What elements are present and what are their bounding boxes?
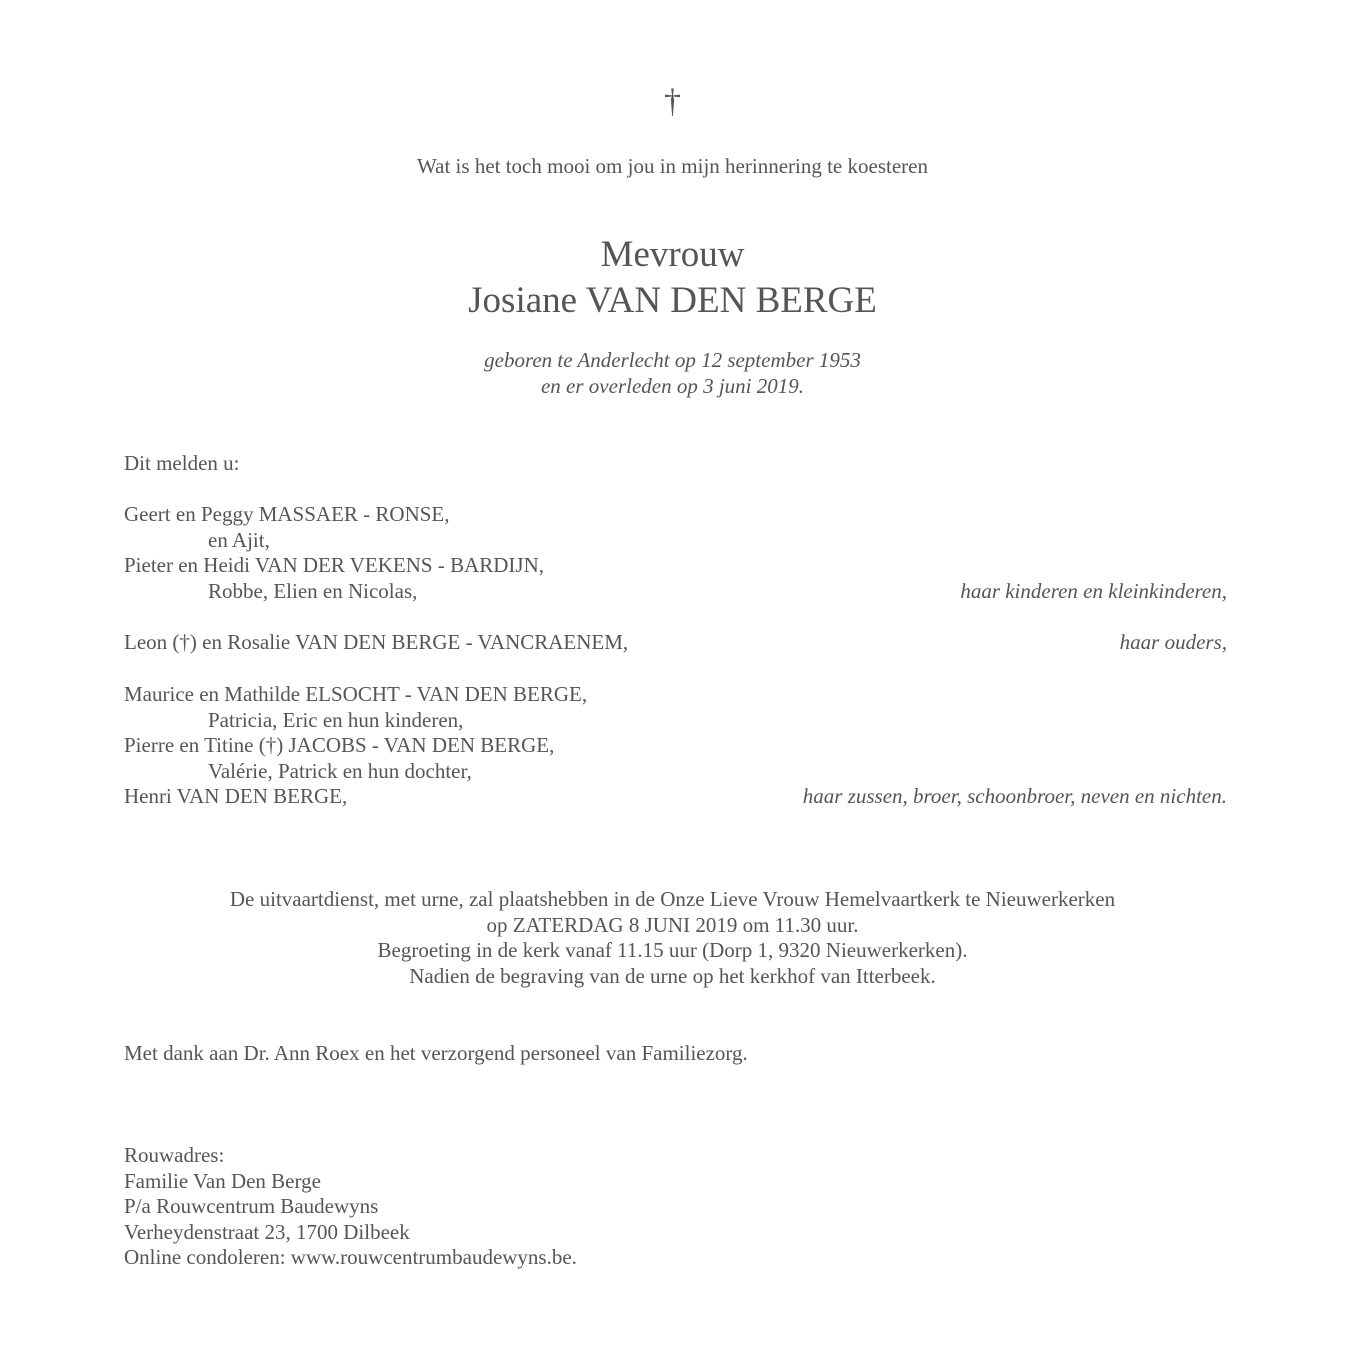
cross-icon: † xyxy=(664,83,681,120)
family-line: Patricia, Eric en hun kinderen, xyxy=(208,707,464,732)
service-line: op ZATERDAG 8 JUNI 2019 om 11.30 uur. xyxy=(486,912,859,937)
family-line: Leon (†) en Rosalie VAN DEN BERGE - VANCRAENEM, xyxy=(124,630,629,654)
relation-label: haar ouders, xyxy=(1119,630,1227,654)
condolence-line: Online condoleren: www.rouwcentrumbaudewyns.be. xyxy=(124,1245,577,1270)
relation-label: haar kinderen en kleinkinderen, xyxy=(960,578,1227,603)
service-line: De uitvaartdienst, met urne, zal plaatshebben in de Onze Lieve Vrouw Hemelvaartkerk te Nieuwerkerken xyxy=(229,887,1116,911)
birth-line: geboren te Anderlecht op 12 september 1953 xyxy=(484,348,861,372)
death-line: en er overleden op 3 juni 2019. xyxy=(540,374,805,398)
motto: Wat is het toch mooi om jou in mijn herinnering te koesteren xyxy=(417,154,928,178)
thanks-line: Met dank aan Dr. Ann Roex en het verzorgend personeel van Familiezorg. xyxy=(124,1041,748,1065)
family-line: Maurice en Mathilde ELSOCHT - VAN DEN BERGE, xyxy=(124,682,588,706)
family-line: Pieter en Heidi VAN DER VEKENS - BARDIJN, xyxy=(124,553,544,578)
address-label: Rouwadres: xyxy=(124,1143,225,1167)
address-line: Familie Van Den Berge xyxy=(124,1168,321,1193)
family-line: Geert en Peggy MASSAER - RONSE, xyxy=(124,502,450,526)
family-line: Pierre en Titine (†) JACOBS - VAN DEN BERGE, xyxy=(124,733,555,758)
relation-label: haar zussen, broer, schoonbroer, neven en nichten. xyxy=(802,784,1227,809)
address-line: P/a Rouwcentrum Baudewyns xyxy=(124,1194,379,1219)
service-line: Nadien de begraving van de urne op het kerkhof van Itterbeek. xyxy=(409,963,936,988)
deceased-title: Mevrouw xyxy=(600,234,745,275)
address-line: Verheydenstraat 23, 1700 Dilbeek xyxy=(124,1219,410,1244)
family-line: Valérie, Patrick en hun dochter, xyxy=(208,758,472,783)
family-line: en Ajit, xyxy=(208,527,270,552)
deceased-name: Josiane VAN DEN BERGE xyxy=(468,280,877,321)
family-line: Henri VAN DEN BERGE, xyxy=(124,784,348,809)
family-line: Robbe, Elien en Nicolas, xyxy=(208,578,418,603)
service-line: Begroeting in de kerk vanaf 11.15 uur (Dorp 1, 9320 Nieuwerkerken). xyxy=(377,938,968,963)
announcement-intro: Dit melden u: xyxy=(124,451,240,475)
